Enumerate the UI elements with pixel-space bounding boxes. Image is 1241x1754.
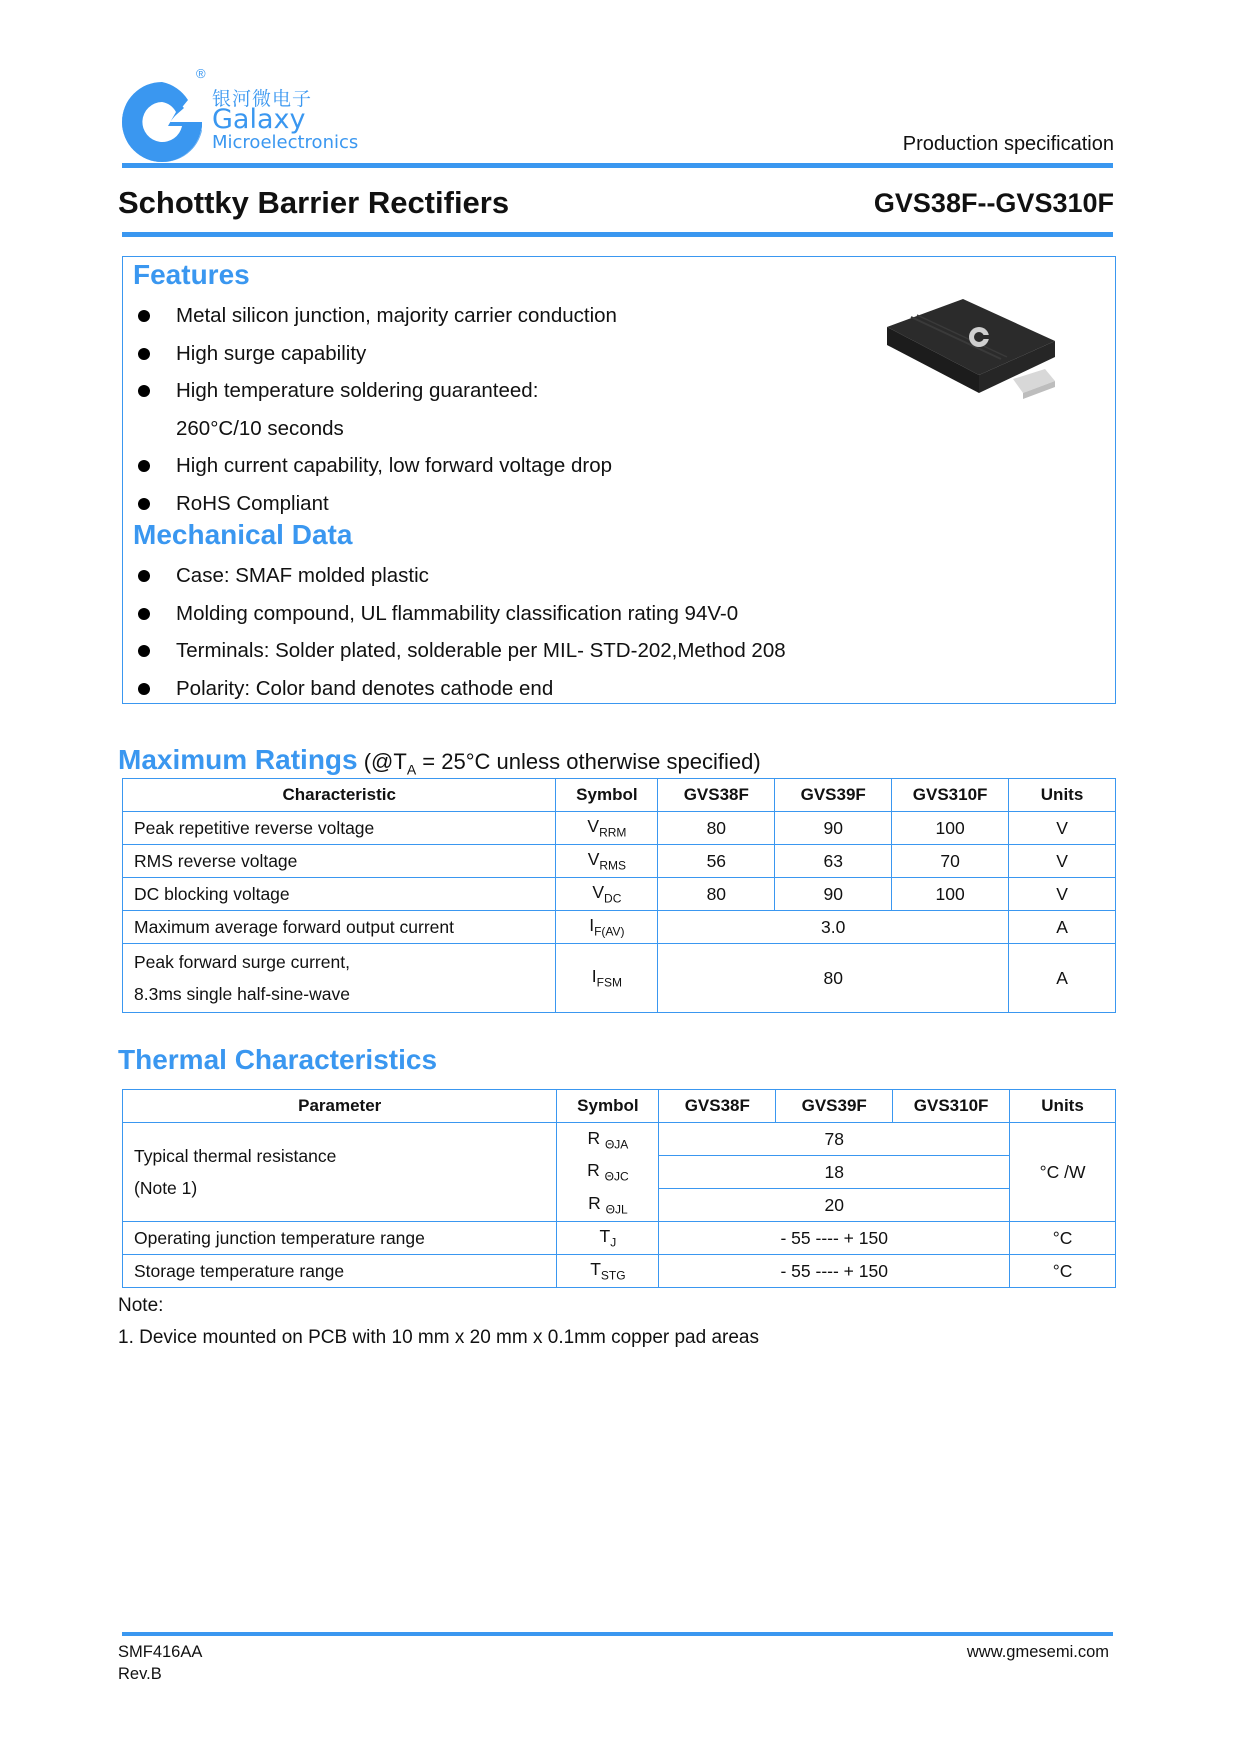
list-item: Metal silicon junction, majority carrier conduction: [135, 297, 617, 335]
table-row: Peak repetitive reverse voltage $V_{RRM}$ 80 90 100 V: [123, 812, 1116, 845]
table-row: Operating junction temperature range $T_J$ - 55 ---- + 150 °C: [123, 1222, 1116, 1255]
bullet-icon: [138, 683, 150, 695]
list-item: Terminals: Solder plated, solderable per MIL- STD-202,Method 208: [135, 632, 786, 670]
galaxy-g-logo-icon: [118, 78, 206, 166]
mechanical-heading: Mechanical Data: [133, 519, 353, 550]
bullet-icon: [138, 570, 150, 582]
bullet-icon: [138, 460, 150, 472]
list-item: Polarity: Color band denotes cathode end: [135, 670, 786, 708]
bullet-icon: [138, 348, 150, 360]
note-heading: Note:: [118, 1295, 164, 1316]
logo-brand-name: Galaxy: [212, 104, 306, 135]
max-ratings-heading: Maximum Ratings ($@T_A = 25^\circ C$ unless otherwise specified): [118, 744, 761, 778]
revision-label: Rev.B: [118, 1665, 162, 1683]
part-number-range: GVS38F--GVS310F: [873, 188, 1114, 218]
features-heading: Features: [133, 259, 250, 290]
table-row: Typical thermal resistance (Note 1) R $_{\Theta JA}$ 78 °C /W: [123, 1123, 1116, 1156]
list-item: High current capability, low forward voltage drop: [135, 447, 617, 485]
document-code: SMF416AA: [118, 1643, 203, 1661]
bullet-icon: [138, 310, 150, 322]
logo-brand-sub: Microelectronics: [212, 132, 359, 153]
thermal-heading: Thermal Characteristics: [118, 1044, 438, 1075]
title-divider: [122, 232, 1113, 237]
spec-label: Production specification: [902, 133, 1114, 155]
note-item: 1. Device mounted on PCB with 10 mm x 20 mm x 0.1mm copper pad areas: [118, 1327, 759, 1348]
features-box: [122, 256, 1116, 704]
list-item-continuation: 260°C/10 seconds: [176, 416, 344, 440]
bullet-icon: [138, 385, 150, 397]
mechanical-list: [135, 557, 786, 707]
features-list: [135, 297, 617, 522]
table-row: Peak forward surge current, 8.3ms single half-sine-wave $I_{FSM}$ 80 A: [123, 944, 1116, 1013]
footer-divider: [122, 1632, 1113, 1636]
smaf-package-image-icon: [883, 297, 1083, 417]
website-link[interactable]: www.gmesemi.com: [966, 1643, 1109, 1661]
table-row: R $_{\Theta JC}$ 18: [123, 1156, 1116, 1189]
list-item: High surge capability: [135, 335, 617, 373]
logo-chinese-name: 银河微电子: [212, 88, 313, 110]
list-item: RoHS Compliant: [135, 485, 617, 523]
table-row: Storage temperature range $T_{STG}$ - 55 ---- + 150 °C: [123, 1255, 1116, 1288]
table-header-row: Characteristic Symbol GVS38F GVS39F GVS310F Units: [123, 779, 1116, 812]
list-item: Molding compound, UL flammability classification rating 94V-0: [135, 595, 786, 633]
page-title: Schottky Barrier Rectifiers: [118, 185, 510, 220]
registered-mark: ®: [196, 66, 206, 81]
company-logo: [118, 66, 388, 166]
table-row: RMS reverse voltage $V_{RMS}$ 56 63 70 V: [123, 845, 1116, 878]
table-header-row: Parameter Symbol GVS38F GVS39F GVS310F Units: [123, 1090, 1116, 1123]
header-divider: [122, 163, 1113, 168]
bullet-icon: [138, 645, 150, 657]
table-row: DC blocking voltage $V_{DC}$ 80 90 100 V: [123, 878, 1116, 911]
list-item: Case: SMAF molded plastic: [135, 557, 786, 595]
bullet-icon: [138, 608, 150, 620]
bullet-icon: [138, 498, 150, 510]
table-row: Maximum average forward output current $I_{F(AV)}$ 3.0 A: [123, 911, 1116, 944]
list-item: High temperature soldering guaranteed:: [135, 372, 617, 410]
thermal-table: [122, 1089, 1116, 1288]
table-row: R $_{\Theta JL}$ 20: [123, 1189, 1116, 1222]
max-ratings-table: [122, 778, 1116, 1013]
